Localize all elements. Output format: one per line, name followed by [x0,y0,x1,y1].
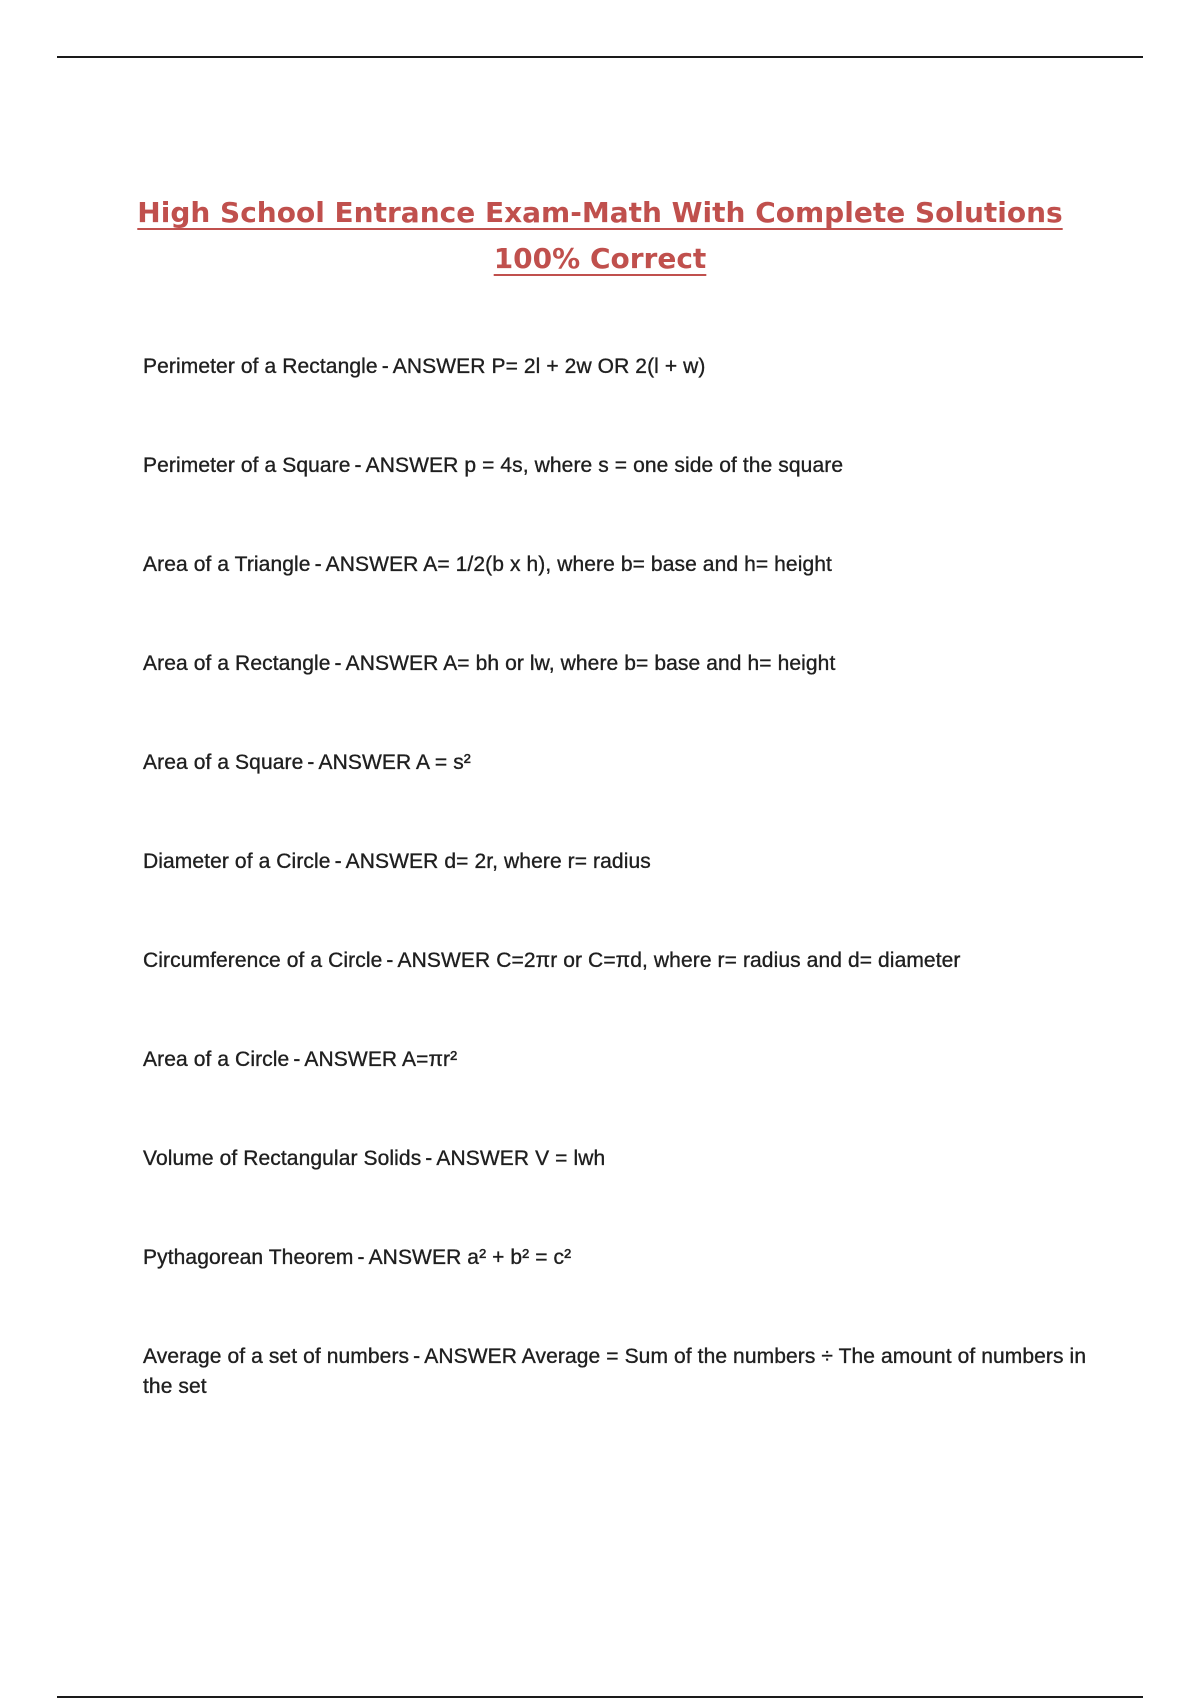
answer-text: A= 1/2(b x h), where b= base and h= height [423,553,832,576]
bottom-divider [57,1696,1143,1698]
question-text: Average of a set of numbers [143,1345,410,1368]
answer-label: ANSWER [304,1048,398,1071]
separator: - [354,454,362,477]
answer-text: C=2πr or C=πd, where r= radius and d= diameter [496,949,961,972]
answer-text: a² + b² = c² [467,1246,572,1269]
qa-item [143,1243,1093,1273]
answer-text: A= bh or lw, where b= base and h= height [443,652,836,675]
qa-item [143,1342,1093,1402]
answer-text: V = lwh [535,1147,606,1170]
title-line-1: High School Entrance Exam-Math With Complete Solutions [137,196,1063,229]
question-text: Perimeter of a Square [143,454,351,477]
separator: - [357,1246,365,1269]
qa-item [143,748,1093,778]
question-text: Perimeter of a Rectangle [143,355,378,378]
qa-list [143,352,1093,1402]
answer-text: p = 4s, where s = one side of the square [464,454,844,477]
answer-label: ANSWER [436,1147,530,1170]
question-text: Circumference of a Circle [143,949,383,972]
question-text: Diameter of a Circle [143,850,331,873]
qa-item [143,649,1093,679]
question-text: Area of a Square [143,751,304,774]
answer-label: ANSWER [392,355,486,378]
answer-label: ANSWER [368,1246,462,1269]
qa-item [143,451,1093,481]
answer-label: ANSWER [365,454,459,477]
separator: - [314,553,322,576]
answer-label: ANSWER [424,1345,518,1368]
separator: - [307,751,315,774]
answer-label: ANSWER [345,850,439,873]
answer-text: d= 2r, where r= radius [444,850,651,873]
question-text: Pythagorean Theorem [143,1246,354,1269]
title-line-2: 100% Correct [493,242,707,275]
separator: - [293,1048,301,1071]
answer-label: ANSWER [397,949,491,972]
question-text: Volume of Rectangular Solids [143,1147,422,1170]
separator: - [334,850,342,873]
qa-item [143,1045,1093,1075]
document-title [0,190,1200,282]
answer-label: ANSWER [345,652,439,675]
answer-text: A=πr² [401,1048,458,1071]
qa-item [143,352,1093,382]
separator: - [413,1345,421,1368]
question-text: Area of a Triangle [143,553,311,576]
separator: - [425,1147,433,1170]
qa-item [143,550,1093,580]
separator: - [334,652,342,675]
answer-text: Average = Sum of the numbers ÷ The amount of numbers in the set [143,1345,1087,1398]
qa-item [143,847,1093,877]
separator: - [381,355,389,378]
qa-item [143,1144,1093,1174]
top-divider [57,56,1143,58]
question-text: Area of a Circle [143,1048,290,1071]
qa-item [143,946,1093,976]
answer-label: ANSWER [325,553,419,576]
separator: - [386,949,394,972]
answer-label: ANSWER [318,751,412,774]
question-text: Area of a Rectangle [143,652,331,675]
answer-text: A = s² [416,751,471,774]
answer-text: P= 2l + 2w OR 2(l + w) [491,355,706,378]
